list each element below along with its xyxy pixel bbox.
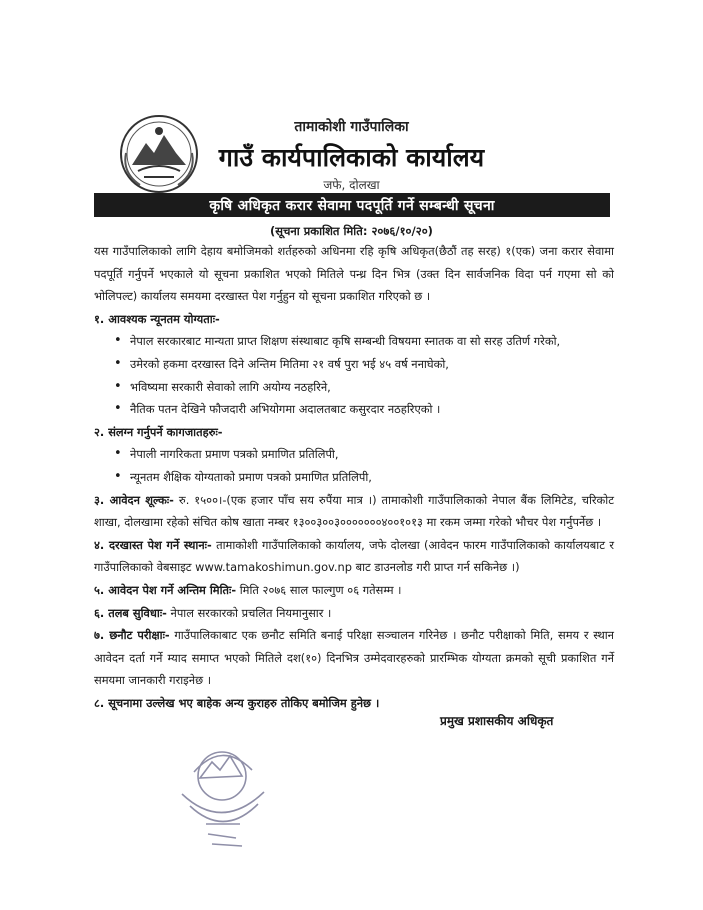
office-location: जफे, दोलखा [323, 178, 380, 192]
section-4-text: तामाकोशी गाउँपालिकाको कार्यालय, जफे दोलखा (आवेदन फारम गाउँपालिकाको कार्यालयबाट र गाउँपालिकाको वेबसाइट www.tamakoshimun.gov.np बाट डाउनलोड गरी प्राप्त गर्न सकिनेछ ।) [94, 537, 615, 575]
section-6-text: नेपाल सरकारको प्रचलित नियमानुसार । [170, 605, 332, 620]
section-4-place [94, 534, 614, 579]
list-item: • भविष्यमा सरकारी सेवाको लागि अयोग्य नठहरिने, [114, 376, 614, 399]
section-4-label: ४. दरखास्त पेश गर्ने स्थानः- [94, 537, 212, 552]
notice-title-banner [94, 193, 610, 217]
office-title: गाउँ कार्यपालिकाको कार्यालय [218, 143, 485, 172]
list-item: • नैतिक पतन देखिने फौजदारी अभियोगमा अदालतबाट कसुरदार नठहरिएको । [114, 398, 614, 421]
office-seal-icon [172, 742, 272, 852]
list-item: • न्यूनतम शैक्षिक योग्यताको प्रमाण पत्रको प्रमाणित प्रतिलिपी, [114, 466, 614, 489]
intro-paragraph: यस गाउँपालिकाको लागि देहाय बमोजिमको शर्तहरुको अधिनमा रहि कृषि अधिकृत(छैठौं तह सरह) १(एक) जना करार सेवामा पदपूर्ति गर्नुपर्ने भएकाले यो सूचना प्रकाशित भएको मितिले पन्ध्र दिन भित्र (उक्त दिन सार्वजनिक विदा पर्न गएमा सो को भोलिपल्ट) कार्यालय समयमा दरखास्त पेश गर्नुहुन यो सूचना प्रकाशित गरिएको छ । [94, 244, 614, 304]
section-5-label: ५. आवेदन पेश गर्ने अन्तिम मितिः- [94, 582, 237, 597]
section-8-label: ८. सूचनामा उल्लेख भए बाहेक अन्य कुराहरु तोकिए बमोजिम हुनेछ । [94, 695, 380, 710]
section-5-deadline [94, 579, 614, 602]
section-6-label: ६. तलब सुविधाः- [94, 605, 167, 620]
municipality-name: तामाकोशी गाउँपालिका [294, 119, 409, 135]
list-item: • उमेरको हकमा दरखास्त दिने अन्तिम मितिमा २१ वर्ष पुरा भई ४५ वर्ष ननाघेको, [114, 353, 614, 376]
section-2-list [94, 443, 614, 488]
section-7-label: ७. छनौट परीक्षाः- [94, 628, 170, 643]
list-item: • नेपाली नागरिकता प्रमाण पत्रको प्रमाणित प्रतिलिपी, [114, 443, 614, 466]
section-7-exam [94, 624, 614, 692]
list-item: • नेपाल सरकारबाट मान्यता प्राप्त शिक्षण संस्थाबाट कृषि सम्बन्धी विषयमा स्नातक वा सो सरह उतिर्ण गरेको, [114, 330, 614, 353]
notice-title: कृषि अधिकृत करार सेवामा पदपूर्ति गर्ने सम्बन्धी सूचना [209, 197, 495, 214]
signatory-title: प्रमुख प्रशासकीय अधिकृत [440, 714, 554, 728]
section-2-title: २. संलग्न गर्नुपर्ने कागजातहरुः- [94, 424, 223, 439]
section-5-text: मिति २०७६ साल फाल्गुण ०६ गतेसम्म । [239, 582, 402, 597]
notice-body [94, 240, 614, 714]
section-3-text: रु. १५००।-(एक हजार पाँच सय रुपैंया मात्र ।) तामाकोशी गाउँपालिकाको नेपाल बैंक लिमिटेड, चरिकोट शाखा, दोलखामा रहेको संचित कोष खाता नम्बर १३००३००३०००००००४००१०१३ मा रकम जम्मा गरेको भौचर पेश गर्नुपर्नेछ । [94, 492, 614, 530]
section-1-list [94, 330, 614, 420]
section-3-fee [94, 489, 614, 534]
section-7-text: गाउँपालिकाबाट एक छनौट समिति बनाई परिक्षा सञ्चालन गरिनेछ । छनौट परीक्षाको मिति, समय र स्थान आवेदन दर्ता गर्ने म्याद समाप्त भएको मितिले दश(१०) दिनभित्र उम्मेदवारहरुको प्रारम्भिक योग्यता क्रमको सूची प्रकाशित गर्ने समयमा जानकारी गराइनेछ । [94, 628, 615, 688]
section-6-salary [94, 602, 614, 625]
section-1-title: १. आवश्यक न्यूनतम योग्यताः- [94, 311, 220, 326]
publication-date: (सूचना प्रकाशित मिति: २०७६/१०/२०) [270, 224, 433, 238]
section-3-label: ३. आवेदन शूल्कः- [94, 492, 174, 507]
